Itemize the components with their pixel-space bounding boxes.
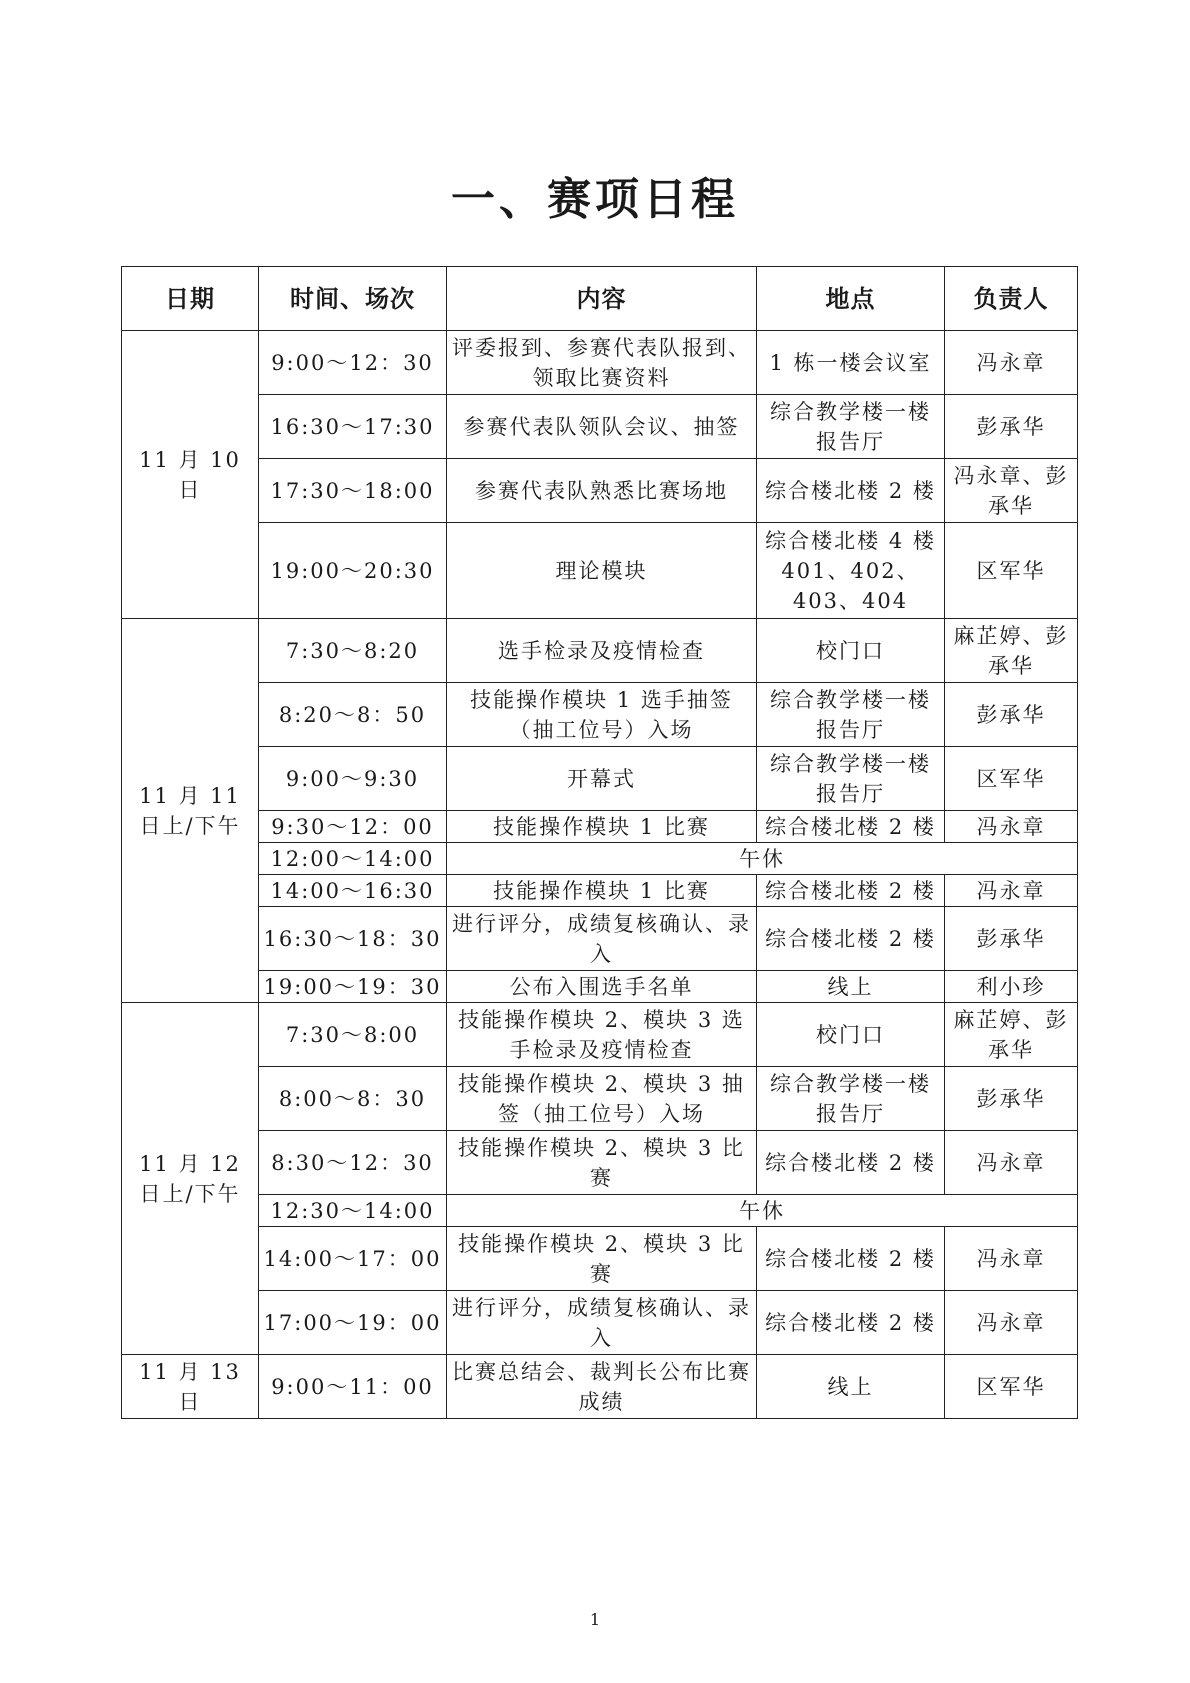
- location-cell: 综合楼北楼 4 楼 401、402、403、404: [757, 523, 945, 619]
- table-row: [122, 971, 1078, 1003]
- person-cell: 冯永章: [945, 875, 1078, 907]
- location-cell: 综合教学楼一楼报告厅: [757, 1067, 945, 1131]
- content-cell: 技能操作模块 2、模块 3 比赛: [447, 1227, 757, 1291]
- date-cell: 11 月 13 日: [122, 1355, 259, 1419]
- time-cell: 8:00～8：30: [259, 1067, 447, 1131]
- table-row: [122, 459, 1078, 523]
- content-cell: 理论模块: [447, 523, 757, 619]
- location-cell: 综合教学楼一楼报告厅: [757, 747, 945, 811]
- table-row: [122, 331, 1078, 395]
- person-cell: 彭承华: [945, 395, 1078, 459]
- person-cell: 冯永章: [945, 1227, 1078, 1291]
- table-row: [122, 1291, 1078, 1355]
- content-cell: 开幕式: [447, 747, 757, 811]
- time-cell: 14:00～17：00: [259, 1227, 447, 1291]
- location-cell: 线上: [757, 971, 945, 1003]
- content-cell: 技能操作模块 2、模块 3 比赛: [447, 1131, 757, 1195]
- time-cell: 7:30～8:20: [259, 619, 447, 683]
- table-row: [122, 747, 1078, 811]
- person-cell: 彭承华: [945, 683, 1078, 747]
- table-row: [122, 1067, 1078, 1131]
- time-cell: 12:30～14:00: [259, 1195, 447, 1227]
- date-cell: 11 月 11 日上/下午: [122, 619, 259, 1003]
- table-row: [122, 843, 1078, 875]
- location-cell: 综合楼北楼 2 楼: [757, 1291, 945, 1355]
- table-row: [122, 1003, 1078, 1067]
- person-cell: 彭承华: [945, 907, 1078, 971]
- person-cell: 冯永章: [945, 1291, 1078, 1355]
- location-cell: 综合楼北楼 2 楼: [757, 1131, 945, 1195]
- person-cell: 麻芷婷、彭承华: [945, 1003, 1078, 1067]
- time-cell: 9:00～9:30: [259, 747, 447, 811]
- table-row: [122, 1195, 1078, 1227]
- table-row: [122, 811, 1078, 843]
- table-row: [122, 683, 1078, 747]
- location-cell: 校门口: [757, 619, 945, 683]
- location-cell: 综合楼北楼 2 楼: [757, 907, 945, 971]
- content-cell: 公布入围选手名单: [447, 971, 757, 1003]
- time-cell: 14:00～16:30: [259, 875, 447, 907]
- table-row: [122, 523, 1078, 619]
- time-cell: 19:00～19：30: [259, 971, 447, 1003]
- person-cell: 麻芷婷、彭承华: [945, 619, 1078, 683]
- time-cell: 9:00～12：30: [259, 331, 447, 395]
- person-cell: 区军华: [945, 1355, 1078, 1419]
- time-cell: 9:00～11：00: [259, 1355, 447, 1419]
- location-cell: 综合楼北楼 2 楼: [757, 459, 945, 523]
- content-cell: 技能操作模块 2、模块 3 选手检录及疫情检查: [447, 1003, 757, 1067]
- person-cell: 冯永章: [945, 331, 1078, 395]
- header-person: 负责人: [945, 267, 1078, 331]
- header-content: 内容: [447, 267, 757, 331]
- location-cell: 综合楼北楼 2 楼: [757, 811, 945, 843]
- header-date: 日期: [122, 267, 259, 331]
- page-number: 1: [589, 1610, 601, 1629]
- content-cell: 选手检录及疫情检查: [447, 619, 757, 683]
- time-cell: 12:00～14:00: [259, 843, 447, 875]
- time-cell: 7:30～8:00: [259, 1003, 447, 1067]
- content-cell: 参赛代表队领队会议、抽签: [447, 395, 757, 459]
- person-cell: 区军华: [945, 747, 1078, 811]
- content-cell: 参赛代表队熟悉比赛场地: [447, 459, 757, 523]
- location-cell: 线上: [757, 1355, 945, 1419]
- person-cell: 冯永章: [945, 811, 1078, 843]
- time-cell: 16:30～17:30: [259, 395, 447, 459]
- time-cell: 8:30～12：30: [259, 1131, 447, 1195]
- location-cell: 1 栋一楼会议室: [757, 331, 945, 395]
- schedule-table: [121, 266, 1078, 1419]
- date-cell: 11 月 10 日: [122, 331, 259, 619]
- person-cell: 冯永章、彭承华: [945, 459, 1078, 523]
- content-cell: 技能操作模块 1 选手抽签（抽工位号）入场: [447, 683, 757, 747]
- page-title: 一、赛项日程: [451, 174, 739, 225]
- location-cell: 综合楼北楼 2 楼: [757, 1227, 945, 1291]
- header-location: 地点: [757, 267, 945, 331]
- table-row: [122, 875, 1078, 907]
- content-cell: 评委报到、参赛代表队报到、领取比赛资料: [447, 331, 757, 395]
- content-cell: 进行评分，成绩复核确认、录入: [447, 1291, 757, 1355]
- content-cell: 技能操作模块 2、模块 3 抽签（抽工位号）入场: [447, 1067, 757, 1131]
- time-cell: 17:00～19：00: [259, 1291, 447, 1355]
- location-cell: 综合教学楼一楼报告厅: [757, 683, 945, 747]
- header-time: 时间、场次: [259, 267, 447, 331]
- date-cell: 11 月 12 日上/下午: [122, 1003, 259, 1355]
- content-cell: 比赛总结会、裁判长公布比赛成绩: [447, 1355, 757, 1419]
- person-cell: 冯永章: [945, 1131, 1078, 1195]
- content-cell: 技能操作模块 1 比赛: [447, 875, 757, 907]
- content-cell: 进行评分，成绩复核确认、录入: [447, 907, 757, 971]
- table-row: [122, 907, 1078, 971]
- content-cell: 技能操作模块 1 比赛: [447, 811, 757, 843]
- lunch-break-cell: 午休: [447, 843, 1078, 875]
- time-cell: 17:30～18:00: [259, 459, 447, 523]
- time-cell: 19:00～20:30: [259, 523, 447, 619]
- table-row: [122, 1131, 1078, 1195]
- table-row: [122, 1355, 1078, 1419]
- location-cell: 综合教学楼一楼报告厅: [757, 395, 945, 459]
- person-cell: 区军华: [945, 523, 1078, 619]
- person-cell: 彭承华: [945, 1067, 1078, 1131]
- table-row: [122, 619, 1078, 683]
- time-cell: 16:30～18：30: [259, 907, 447, 971]
- person-cell: 利小珍: [945, 971, 1078, 1003]
- location-cell: 综合楼北楼 2 楼: [757, 875, 945, 907]
- time-cell: 9:30～12：00: [259, 811, 447, 843]
- lunch-break-cell: 午休: [447, 1195, 1078, 1227]
- location-cell: 校门口: [757, 1003, 945, 1067]
- header-row: [122, 267, 1078, 331]
- table-row: [122, 395, 1078, 459]
- time-cell: 8:20～8：50: [259, 683, 447, 747]
- table-row: [122, 1227, 1078, 1291]
